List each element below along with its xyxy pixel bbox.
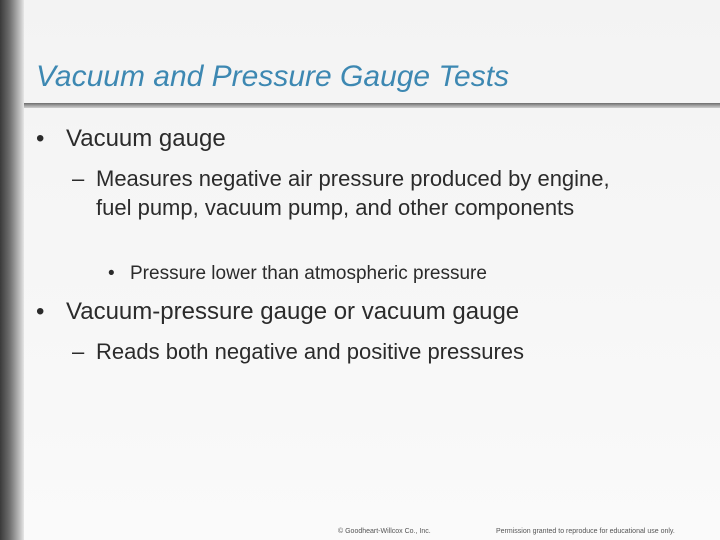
bullet-item-vacuum-gauge bbox=[36, 124, 226, 154]
footer-copyright: © Goodheart-Willcox Co., Inc. bbox=[338, 528, 431, 535]
slide-title: Vacuum and Pressure Gauge Tests bbox=[36, 60, 510, 93]
dash-marker: – bbox=[72, 166, 85, 191]
sub-bullet-item-measures-negative-pressure bbox=[72, 164, 636, 222]
sub-bullet-item-reads-both bbox=[72, 337, 636, 366]
footer-permission-notice: Permission granted to reproduce for educational use only. bbox=[496, 528, 675, 535]
bullet-text: Reads both negative and positive pressures bbox=[96, 339, 525, 364]
bullet-text: Vacuum gauge bbox=[66, 125, 226, 152]
bullet-text: Vacuum-pressure gauge or vacuum gauge bbox=[66, 298, 520, 325]
bullet-text: Measures negative air pressure produced by engine, fuel pump, vacuum pump, and other components bbox=[96, 166, 610, 220]
dash-marker: – bbox=[72, 339, 85, 364]
sub-sub-bullet-item-pressure-lower bbox=[108, 262, 487, 286]
bullet-item-vacuum-pressure-gauge bbox=[36, 297, 519, 327]
bullet-marker: • bbox=[36, 125, 45, 152]
bullet-text: Pressure lower than atmospheric pressure bbox=[130, 263, 487, 284]
bullet-marker: • bbox=[108, 263, 115, 284]
bullet-marker: • bbox=[36, 298, 45, 325]
